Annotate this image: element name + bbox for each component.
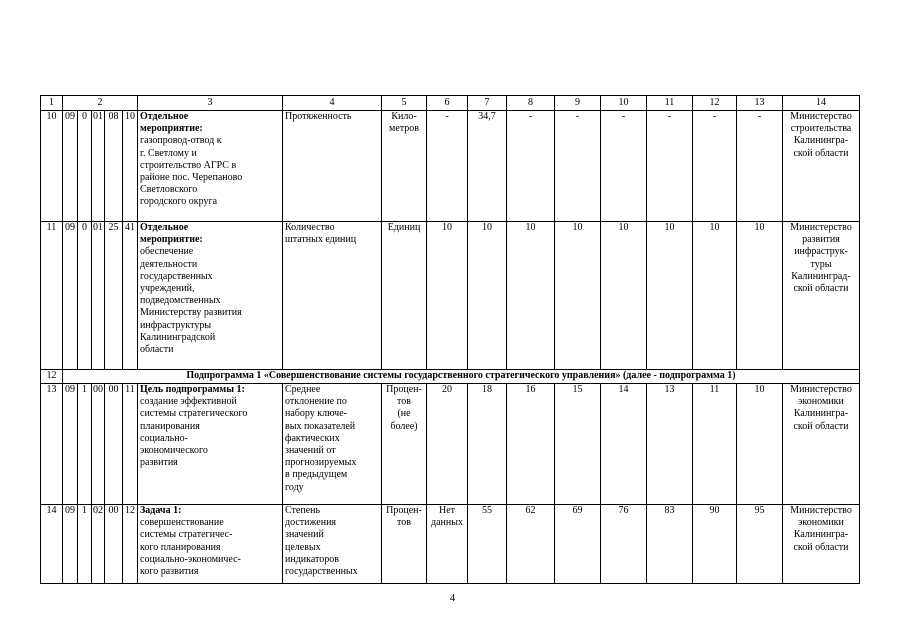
unit-of-measure: тов [397,517,411,529]
responsible-ministry: туры [810,258,832,270]
row-number: 12 [46,370,57,381]
table-rule-vertical [104,383,105,584]
responsible-ministry: Калинингра- [793,135,849,147]
budget-code-cell: 09 [65,111,75,122]
measure-description: развития [140,457,178,469]
table-rule-vertical [692,383,693,584]
budget-code-cell: 25 [108,222,119,233]
indicator-name: значений от [285,445,336,456]
measure-description: системы стратегичес- [140,529,233,541]
measure-description: Министерству развития [140,307,242,319]
table-rule-vertical [736,383,737,584]
measure-description: государственных [140,270,213,282]
table-rule-vertical [91,383,92,584]
budget-code-cell: 01 [93,111,103,122]
table-rule-vertical [600,383,601,584]
budget-code-cell: 00 [108,384,119,395]
measure-title: Отдельное [140,222,189,233]
measure-description: городского округа [140,196,218,208]
table-rule-vertical [506,383,507,584]
responsible-ministry: ской области [793,147,849,159]
responsible-ministry: ской области [793,541,849,553]
indicator-name: прогнозируемых [285,457,357,469]
row-number: 10 [46,111,57,122]
responsible-ministry: ской области [793,283,849,294]
responsible-ministry: Калининград- [791,270,851,282]
indicator-value: 55 [482,505,492,516]
budget-code-cell: 02 [93,505,103,516]
measure-description: г. Светлому и [140,147,197,159]
indicator-name: вых показателей [285,420,356,432]
header-cell: 4 [329,96,335,108]
indicator-value: 10 [754,222,765,233]
row-number: 11 [46,222,57,233]
indicator-value: - [528,111,533,122]
responsible-ministry: экономики [798,396,844,408]
measure-description: социально-экономичес- [140,553,241,565]
indicator-value: - [575,111,580,122]
budget-code-cell: 08 [108,111,119,122]
unit-of-measure: тов [397,396,411,408]
indicator-value: 95 [754,505,765,516]
indicator-value: 10 [709,222,720,233]
subprogram-heading: Подпрограмма 1 «Совершенствование системы государственного стратегического управления» (далее - подпрограмма 1) [186,370,736,381]
measure-description: Калининградской [140,331,216,343]
indicator-value: - [757,111,762,122]
budget-code-cell: 10 [125,111,135,122]
header-cell: 10 [618,96,629,108]
header-cell: 9 [575,96,580,108]
indicator-value: 62 [525,505,536,516]
responsible-ministry: Министерство [790,384,852,395]
unit-of-measure: метров [389,123,419,135]
measure-description: подведомственных [140,295,221,307]
indicator-value: 10 [442,222,452,233]
header-cell: 1 [49,96,54,108]
indicator-value: 10 [754,384,765,395]
responsible-ministry: развития [802,234,840,246]
responsible-ministry: строительства [790,123,852,135]
indicator-value: 15 [572,384,583,395]
row-number: 14 [46,505,57,516]
indicator-value: Нет [438,505,456,516]
unit-of-measure: Единиц [387,222,421,233]
measure-description: газопровод-отвод к [140,135,222,147]
measure-title: Цель подпрограммы 1: [140,384,245,395]
table-rule-vertical [77,383,78,584]
header-cell: 8 [528,96,533,108]
responsible-ministry: Министерство [790,505,852,516]
measure-description: системы стратегического [140,408,248,420]
budget-code-cell: 1 [82,384,87,395]
responsible-ministry: ской области [793,420,849,432]
unit-of-measure: Кило- [391,111,417,122]
header-cell: 7 [484,96,490,108]
indicator-value: данных [431,517,463,529]
header-cell: 12 [709,96,720,108]
table-rule-vertical [859,95,860,584]
header-cell: 5 [401,96,407,108]
indicator-value: 69 [572,505,583,516]
indicator-name: Количество [285,222,335,233]
indicator-value: 76 [618,505,629,516]
table-rule-vertical [104,110,105,370]
responsible-ministry: экономики [798,517,844,529]
responsible-ministry: Министерство [790,111,852,122]
measure-description: строительство АГРС в [140,159,237,171]
indicator-name: Среднее [285,384,321,395]
table-rule-vertical [122,383,123,584]
indicator-value: 18 [482,384,492,395]
indicator-name: фактических [285,432,340,444]
indicator-value: 83 [664,505,675,516]
indicator-name: достижения [285,517,337,529]
unit-of-measure: Процен- [386,505,422,516]
measure-description: области [140,344,174,355]
measure-description: обеспечение [140,246,194,258]
indicator-value: 10 [572,222,583,233]
indicator-name: отклонение по [285,396,347,408]
table-rule [40,583,860,584]
measure-description: Светловского [140,184,198,196]
table-rule-vertical [77,110,78,370]
budget-code-cell: 09 [65,384,75,395]
indicator-value: 11 [709,384,720,395]
indicator-value: 34,7 [478,111,496,122]
measure-description: районе пос. Черепаново [140,172,243,183]
unit-of-measure: (не [397,408,411,420]
indicator-name: Протяженность [285,111,352,122]
indicator-name: в предыдущем [285,469,348,481]
budget-code-cell: 09 [65,222,75,233]
measure-title: Задача 1: [140,505,182,516]
table-rule-vertical [426,383,427,584]
budget-code-cell: 1 [82,505,87,516]
header-cell: 14 [816,96,826,108]
indicator-name: штатных единиц [285,234,357,246]
indicator-name: государственных [285,566,358,577]
table-rule-vertical [554,383,555,584]
measure-description: планирования [140,420,200,432]
header-cell: 13 [754,96,765,108]
budget-code-cell: 09 [65,505,75,516]
indicator-name: году [285,481,304,493]
indicator-value: - [667,111,672,122]
unit-of-measure: более) [390,420,418,432]
measure-description: кого планирования [140,541,221,553]
responsible-ministry: инфраструк- [794,246,848,258]
indicator-value: 90 [709,505,720,516]
responsible-ministry: Министерство [790,222,852,233]
indicator-value: 16 [525,384,536,395]
indicator-value: 20 [442,384,452,395]
budget-code-cell: 11 [125,384,135,395]
budget-code-cell: 00 [93,384,103,395]
budget-code-cell: 12 [125,505,135,516]
measure-title: Отдельное [140,111,189,122]
budget-code-cell: 41 [125,222,135,233]
header-cell: 11 [664,96,675,108]
row-number: 13 [46,384,57,395]
measure-description: социально- [140,432,188,444]
indicator-value: - [445,111,449,122]
budget-code-cell: 0 [82,222,87,233]
indicator-name: целевых [285,541,321,553]
indicator-value: 10 [664,222,675,233]
table-rule-vertical [122,110,123,370]
indicator-value: 14 [618,384,629,395]
indicator-name: индикаторов [285,553,339,565]
measure-description: кого развития [140,566,199,577]
table-rule-vertical [646,383,647,584]
page-number: 4 [449,592,456,604]
measure-title: мероприятие: [140,234,203,246]
indicator-value: 10 [525,222,536,233]
indicator-value: - [712,111,717,122]
unit-of-measure: Процен- [386,384,422,395]
header-cell: 3 [207,96,213,108]
indicator-value: 10 [482,222,492,233]
indicator-name: Степень [285,505,321,516]
responsible-ministry: Калинингра- [793,529,849,541]
indicator-value: 13 [664,384,675,395]
indicator-name: значений [285,529,324,541]
measure-description: экономического [140,445,208,456]
indicator-value: 10 [618,222,629,233]
measure-description: деятельности [140,258,198,270]
responsible-ministry: Калинингра- [793,408,849,420]
indicator-value: - [621,111,626,122]
measure-description: совершенствование [140,517,224,529]
budget-code-cell: 0 [82,111,87,122]
table-rule-vertical [91,110,92,370]
budget-code-cell: 00 [108,505,119,516]
budget-code-cell: 01 [93,222,103,233]
header-cell: 2 [97,96,103,108]
table-rule-vertical [467,383,468,584]
measure-description: учреждений, [140,283,195,294]
header-cell: 6 [444,96,450,108]
measure-description: создание эффективной [140,396,237,408]
measure-title: мероприятие: [140,123,203,135]
indicator-name: набору ключе- [285,408,347,420]
measure-description: инфраструктуры [140,319,212,331]
